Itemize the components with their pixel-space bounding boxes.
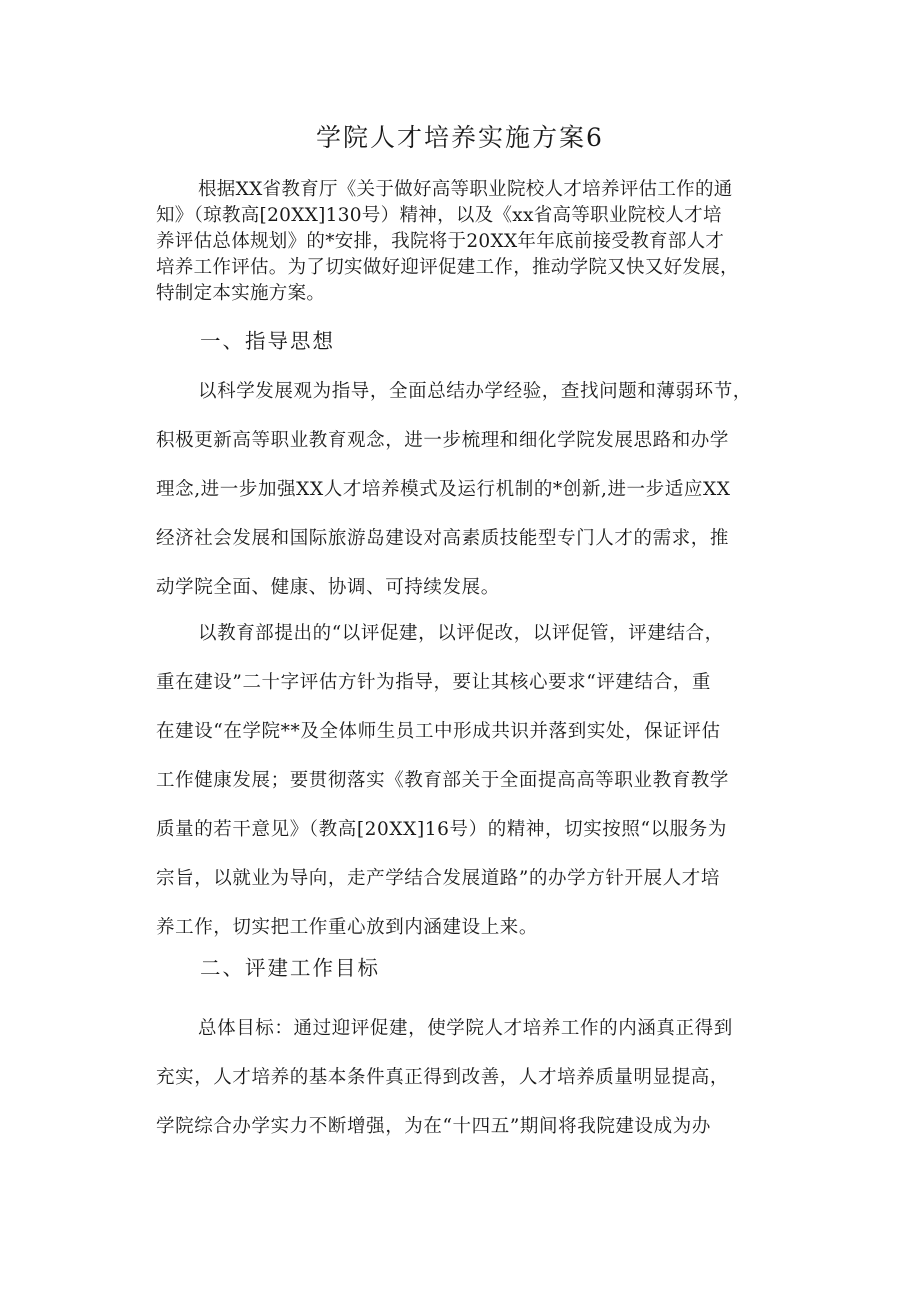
paragraph-line: 以教育部提出的“以评促建，以评促改，以评促管，评建结合，: [198, 623, 724, 644]
paragraph-line: 工作健康发展；要贯彻落实《教育部关于全面提高高等职业教育教学: [156, 770, 730, 791]
intro-line: 培养工作评估。为了切实做好迎评促建工作，推动学院又快又好发展，: [156, 257, 739, 278]
document-title: 学院人才培养实施方案6: [316, 123, 604, 152]
section-heading-guiding-ideology: 一、指导思想: [200, 329, 335, 353]
intro-line: 知》（琼教高[20XX]130号）精神，以及《xx省高等职业院校人才培: [156, 205, 722, 226]
paragraph-line: 宗旨，以就业为导向，走产学结合发展道路”的办学方针开展人才培: [156, 868, 720, 889]
section1-paragraph-1: [156, 367, 774, 612]
paragraph-line: 重在建设”二十字评估方针为指导，要让其核心要求“评建结合，重: [156, 672, 711, 693]
paragraph-line: 动学院全面、健康、协调、可持续发展。: [156, 577, 500, 598]
section-heading-evaluation-goals: 二、评建工作目标: [200, 956, 380, 980]
paragraph-line: 学院综合办学实力不断增强，为在“十四五”期间将我院建设成为办: [156, 1116, 711, 1137]
paragraph-line: 质量的若干意见》（教高[20XX]16号）的精神，切实按照“以服务为: [156, 819, 727, 840]
intro-line: 特制定本实施方案。: [156, 283, 326, 304]
intro-paragraph: [156, 177, 774, 307]
paragraph-line: 经济社会发展和国际旅游岛建设对高素质技能型专门人才的需求，推: [156, 528, 730, 549]
section2-paragraph-1: [156, 1004, 774, 1151]
paragraph-line: 养工作，切实把工作重心放到内涵建设上来。: [156, 917, 539, 938]
section1-paragraph-2: [156, 609, 774, 952]
paragraph-line: 以科学发展观为指导，全面总结办学经验，查找问题和薄弱环节，: [198, 381, 752, 402]
paragraph-line: 积极更新高等职业教育观念，进一步梳理和细化学院发展思路和办学: [156, 430, 730, 451]
intro-line: 养评估总体规划》的*安排，我院将于20XX年年底前接受教育部人才: [156, 231, 725, 252]
paragraph-line: 在建设“在学院**及全体师生员工中形成共识并落到实处，保证评估: [156, 721, 721, 742]
intro-line: 根据XX省教育厅《关于做好高等职业院校人才培养评估工作的通: [198, 179, 733, 200]
paragraph-line: 理念,进一步加强XX人才培养模式及运行机制的*创新,进一步适应XX: [156, 479, 731, 500]
paragraph-line: 充实，人才培养的基本条件真正得到改善，人才培养质量明显提高，: [156, 1067, 730, 1088]
paragraph-line: 总体目标：通过迎评促建，使学院人才培养工作的内涵真正得到: [198, 1018, 733, 1039]
